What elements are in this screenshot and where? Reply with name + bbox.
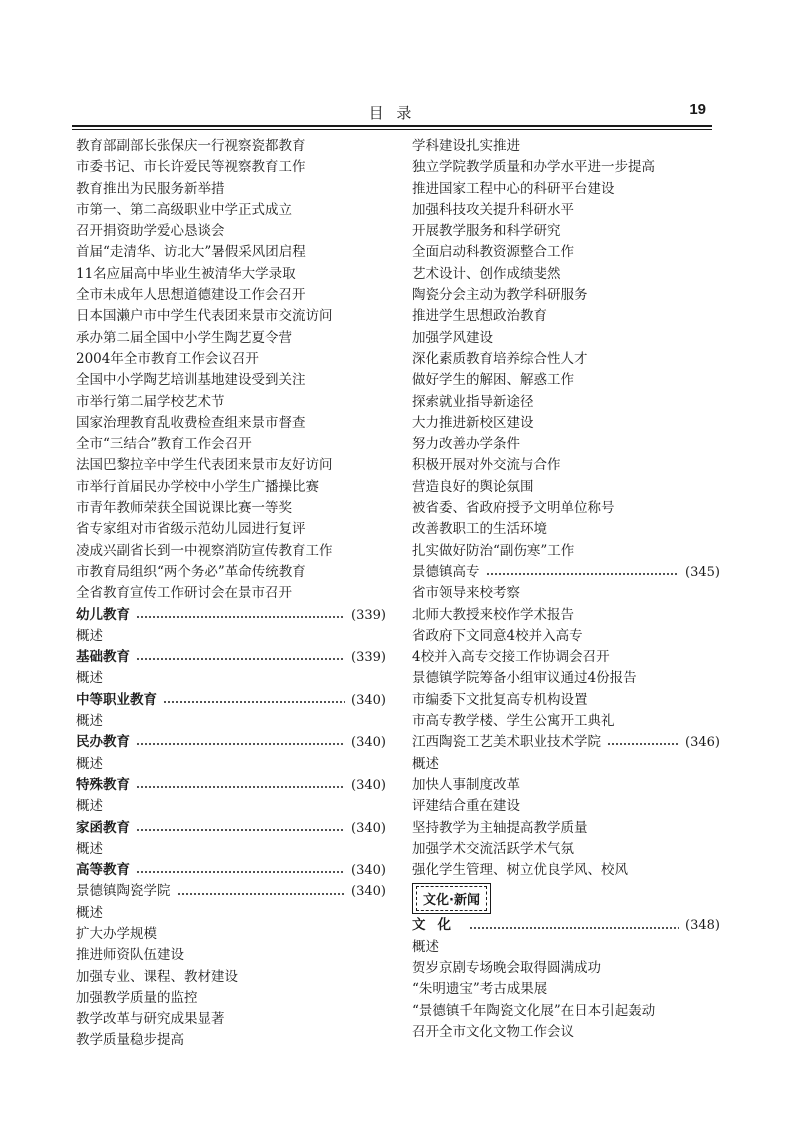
toc-entry[interactable] — [76, 136, 386, 157]
toc-entry[interactable] — [412, 775, 720, 796]
toc-entry-title: 概述 — [76, 798, 103, 815]
toc-entry[interactable] — [76, 519, 386, 540]
toc-section-heading[interactable] — [76, 690, 386, 711]
toc-entry-title: 北师大教授来校作学术报告 — [412, 606, 574, 623]
toc-entry[interactable] — [412, 306, 720, 327]
toc-entry-title: 市委书记、市长许爱民等视察教育工作 — [76, 159, 306, 176]
toc-page-number: (340) — [351, 863, 386, 879]
toc-entry-title: 被省委、省政府授予文明单位称号 — [412, 500, 615, 517]
toc-entry-title: 积极开展对外交流与合作 — [412, 457, 561, 474]
toc-entry-title: 改善教职工的生活环境 — [412, 521, 547, 538]
toc-entry[interactable] — [412, 979, 720, 1000]
toc-entry[interactable] — [76, 285, 386, 306]
toc-entry-title: 市举行首届民办学校中小学生广播操比赛 — [76, 478, 319, 495]
toc-entry-title: 营造良好的舆论氛围 — [412, 478, 534, 495]
toc-entry[interactable] — [412, 392, 720, 413]
toc-entry-title: 文化 — [412, 917, 463, 934]
toc-entry-title: 全市“三结合”教育工作会召开 — [76, 436, 252, 453]
toc-entry-title: 开展教学服务和科学研究 — [412, 223, 561, 240]
toc-entry[interactable] — [412, 477, 720, 498]
toc-entry[interactable] — [412, 413, 720, 434]
toc-entry[interactable] — [412, 285, 720, 306]
dot-leader — [136, 829, 345, 831]
toc-entry-title: 召开捐资助学爱心恳谈会 — [76, 223, 225, 240]
toc-entry[interactable] — [412, 1001, 720, 1022]
toc-entry[interactable] — [412, 626, 720, 647]
toc-entry-title: 概述 — [76, 755, 103, 772]
toc-entry[interactable] — [76, 988, 386, 1009]
toc-entry-title: 教育推出为民服务新举措 — [76, 180, 225, 197]
toc-page-number: (346) — [685, 735, 720, 751]
toc-entry-title: 探索就业指导新途径 — [412, 393, 534, 410]
toc-entry[interactable] — [76, 541, 386, 562]
toc-entry-title: 推进师资队伍建设 — [76, 947, 184, 964]
toc-entry[interactable] — [412, 221, 720, 242]
toc-entry-title: “景德镇千年陶瓷文化展”在日本引起轰动 — [412, 1002, 656, 1019]
toc-entry[interactable] — [76, 242, 386, 263]
toc-entry-title: 加强教学质量的监控 — [76, 989, 198, 1006]
toc-entry-title: 省市领导来校考察 — [412, 585, 520, 602]
toc-entry-title: 全面启动科教资源整合工作 — [412, 244, 574, 261]
toc-entry[interactable] — [412, 498, 720, 519]
toc-entry[interactable] — [412, 937, 720, 958]
toc-entry-title: 学科建设扎实推进 — [412, 138, 520, 154]
toc-entry[interactable] — [76, 221, 386, 242]
category-banner-label: 文化·新闻 — [416, 886, 487, 911]
toc-entry-title: 推进国家工程中心的科研平台建设 — [412, 180, 615, 197]
toc-entry[interactable] — [76, 413, 386, 434]
toc-entry-title: 概述 — [412, 938, 439, 955]
toc-entry[interactable] — [76, 349, 386, 370]
toc-entry[interactable] — [76, 754, 386, 775]
toc-entry[interactable] — [412, 732, 720, 753]
toc-entry[interactable] — [76, 264, 386, 285]
toc-entry-title: 做好学生的解困、解惑工作 — [412, 372, 574, 389]
toc-entry[interactable] — [412, 562, 720, 583]
toc-entry[interactable] — [412, 328, 720, 349]
toc-entry-title: 市教育局组织“两个务必”革命传统教育 — [76, 563, 306, 580]
toc-entry-title: “朱明遗宝”考古成果展 — [412, 981, 548, 998]
toc-entry-title: 幼儿教育 — [76, 606, 130, 623]
toc-entry[interactable] — [76, 200, 386, 221]
toc-entry-title: 民办教育 — [76, 734, 130, 751]
toc-entry[interactable] — [412, 690, 720, 711]
toc-entry-title: 景德镇高专 — [412, 563, 480, 580]
toc-entry-title: 扩大办学规模 — [76, 925, 157, 942]
toc-entry[interactable] — [76, 157, 386, 178]
toc-entry-title: 11名应届高中毕业生被清华大学录取 — [76, 265, 296, 282]
toc-entry[interactable] — [412, 242, 720, 263]
toc-entry[interactable] — [412, 200, 720, 221]
category-banner — [412, 881, 720, 915]
toc-entry-title: 贺岁京剧专场晚会取得圆满成功 — [412, 959, 601, 976]
toc-entry-title: 首届“走清华、访北大”暑假采风团启程 — [76, 244, 306, 261]
toc-entry-title: 基础教育 — [76, 649, 130, 666]
toc-entry[interactable] — [76, 179, 386, 200]
toc-entry[interactable] — [76, 477, 386, 498]
toc-entry[interactable] — [76, 711, 386, 732]
dot-leader — [177, 893, 346, 895]
toc-entry[interactable] — [412, 796, 720, 817]
toc-entry[interactable] — [76, 903, 386, 924]
toc-entry[interactable] — [412, 818, 720, 839]
toc-section-heading[interactable] — [76, 732, 386, 753]
toc-entry-title: 全省教育宣传工作研讨会在景市召开 — [76, 585, 292, 602]
toc-entry-title: 教育部副部长张保庆一行视察瓷都教育 — [76, 138, 306, 154]
toc-entry[interactable] — [412, 860, 720, 881]
toc-entry-title: 2004年全市教育工作会议召开 — [76, 350, 259, 367]
toc-entry-title: 评建结合重在建设 — [412, 798, 520, 815]
toc-entry[interactable] — [412, 349, 720, 370]
toc-entry[interactable] — [412, 434, 720, 455]
toc-entry[interactable] — [76, 967, 386, 988]
toc-entry-title: 加强专业、课程、教材建设 — [76, 968, 238, 985]
toc-left-column — [76, 136, 386, 1052]
dot-leader — [136, 616, 345, 618]
toc-entry[interactable] — [412, 1022, 720, 1043]
dot-leader — [469, 927, 679, 929]
toc-section-heading[interactable] — [76, 605, 386, 626]
toc-entry[interactable] — [412, 668, 720, 689]
toc-section-heading[interactable] — [76, 860, 386, 881]
toc-section-heading[interactable] — [76, 775, 386, 796]
toc-entry-title: 努力改善办学条件 — [412, 436, 520, 453]
toc-entry[interactable] — [412, 647, 720, 668]
toc-entry[interactable] — [76, 562, 386, 583]
toc-section-heading[interactable] — [76, 647, 386, 668]
header-rule-thin — [72, 129, 712, 130]
toc-page-number: (340) — [351, 884, 386, 900]
toc-entry[interactable] — [412, 605, 720, 626]
dot-leader — [486, 573, 680, 575]
toc-entry[interactable] — [76, 583, 386, 604]
dot-leader — [163, 701, 345, 703]
toc-entry-title: 高等教育 — [76, 862, 130, 879]
toc-entry[interactable] — [412, 370, 720, 391]
header-title: 目 录 — [368, 104, 416, 122]
toc-entry-title: 国家治理教育乱收费检查组来景市督查 — [76, 414, 306, 431]
toc-entry[interactable] — [76, 434, 386, 455]
toc-entry-title: 中等职业教育 — [76, 691, 157, 708]
toc-entry[interactable] — [412, 839, 720, 860]
toc-entry-title: 概述 — [76, 627, 103, 644]
toc-section-heading[interactable] — [76, 818, 386, 839]
toc-entry[interactable] — [76, 1009, 386, 1030]
toc-page-number: (340) — [351, 777, 386, 793]
dot-leader — [136, 871, 345, 873]
toc-entry[interactable] — [76, 1030, 386, 1051]
toc-entry[interactable] — [76, 945, 386, 966]
toc-entry[interactable] — [76, 455, 386, 476]
toc-page-number: (339) — [351, 650, 386, 666]
toc-entry-title: 强化学生管理、树立优良学风、校风 — [412, 862, 628, 879]
toc-entry[interactable] — [412, 157, 720, 178]
toc-entry[interactable] — [76, 881, 386, 902]
toc-entry-title: 独立学院教学质量和办学水平进一步提高 — [412, 159, 655, 176]
toc-entry[interactable] — [412, 264, 720, 285]
toc-right-column — [412, 136, 720, 1043]
toc-entry[interactable] — [76, 392, 386, 413]
toc-entry-title: 陶瓷分会主动为教学科研服务 — [412, 287, 588, 304]
toc-entry-title: 市第一、第二高级职业中学正式成立 — [76, 201, 292, 218]
toc-entry-title: 概述 — [76, 904, 103, 921]
toc-entry-title: 坚持教学为主轴提高教学质量 — [412, 819, 588, 836]
toc-entry[interactable] — [412, 455, 720, 476]
toc-page-number: (348) — [685, 918, 720, 934]
toc-entry[interactable] — [412, 958, 720, 979]
toc-entry[interactable] — [76, 839, 386, 860]
toc-entry-title: 加快人事制度改革 — [412, 776, 520, 793]
toc-page-number: (339) — [351, 607, 386, 623]
toc-section-heading[interactable] — [412, 915, 720, 936]
toc-entry-title: 扎实做好防治“副伤寒”工作 — [412, 542, 575, 559]
header-rule-thick — [72, 125, 712, 127]
toc-entry[interactable] — [76, 370, 386, 391]
toc-entry-title: 家函教育 — [76, 819, 130, 836]
toc-entry-title: 教学改革与研究成果显著 — [76, 1011, 225, 1028]
toc-entry-title: 大力推进新校区建设 — [412, 414, 534, 431]
toc-entry-title: 市举行第二届学校艺术节 — [76, 393, 225, 410]
toc-entry-title: 全国中小学陶艺培训基地建设受到关注 — [76, 372, 306, 389]
toc-page-number: (340) — [351, 692, 386, 708]
dot-leader — [136, 786, 345, 788]
toc-entry-title: 市编委下文批复高专机构设置 — [412, 691, 588, 708]
toc-entry-title: 加强科技攻关提升科研水平 — [412, 201, 574, 218]
toc-entry[interactable] — [412, 754, 720, 775]
toc-entry-title: 市青年教师荣获全国说课比赛一等奖 — [76, 500, 292, 517]
toc-entry-title: 艺术设计、创作成绩斐然 — [412, 265, 561, 282]
toc-entry[interactable] — [76, 626, 386, 647]
toc-entry-title: 市高专教学楼、学生公寓开工典礼 — [412, 713, 615, 730]
toc-entry[interactable] — [412, 179, 720, 200]
page-number: 19 — [689, 101, 706, 118]
toc-entry-title: 特殊教育 — [76, 776, 130, 793]
toc-page-number: (340) — [351, 820, 386, 836]
toc-entry-title: 召开全市文化文物工作会议 — [412, 1023, 574, 1040]
toc-entry-title: 深化素质教育培养综合性人才 — [412, 350, 588, 367]
toc-entry-title: 承办第二届全国中小学生陶艺夏令营 — [76, 329, 292, 346]
page-header — [72, 100, 712, 124]
toc-entry-title: 省政府下文同意4校并入高专 — [412, 627, 583, 644]
dot-leader — [136, 743, 345, 745]
toc-entry[interactable] — [412, 711, 720, 732]
toc-entry-title: 4校并入高专交接工作协调会召开 — [412, 649, 610, 666]
toc-entry[interactable] — [412, 583, 720, 604]
toc-entry-title: 省专家组对市省级示范幼儿园进行复评 — [76, 521, 306, 538]
toc-entry-title: 概述 — [76, 840, 103, 857]
toc-entry-title: 景德镇学院筹备小组审议通过4份报告 — [412, 670, 637, 687]
toc-entry-title: 江西陶瓷工艺美术职业技术学院 — [412, 734, 601, 751]
toc-entry[interactable] — [412, 541, 720, 562]
toc-page-number: (345) — [685, 564, 720, 580]
toc-entry[interactable] — [76, 498, 386, 519]
toc-entry-title: 全市未成年人思想道德建设工作会召开 — [76, 287, 306, 304]
toc-entry-title: 概述 — [76, 670, 103, 687]
toc-entry-title: 概述 — [76, 713, 103, 730]
dot-leader — [607, 743, 679, 745]
toc-entry-title: 推进学生思想政治教育 — [412, 308, 547, 325]
toc-entry[interactable] — [76, 796, 386, 817]
toc-page-number: (340) — [351, 735, 386, 751]
toc-entry[interactable] — [76, 328, 386, 349]
toc-entry-title: 概述 — [412, 755, 439, 772]
toc-entry-title: 凌成兴副省长到一中视察消防宣传教育工作 — [76, 542, 333, 559]
toc-entry[interactable] — [412, 136, 720, 157]
toc-entry-title: 加强学术交流活跃学术气氛 — [412, 840, 574, 857]
toc-entry-title: 教学质量稳步提高 — [76, 1032, 184, 1049]
toc-entry[interactable] — [412, 519, 720, 540]
toc-entry[interactable] — [76, 668, 386, 689]
dot-leader — [136, 658, 345, 660]
toc-entry[interactable] — [76, 924, 386, 945]
toc-entry-title: 加强学风建设 — [412, 329, 493, 346]
toc-entry-title: 景德镇陶瓷学院 — [76, 883, 171, 900]
toc-entry-title: 法国巴黎拉辛中学生代表团来景市友好访问 — [76, 457, 333, 474]
toc-entry-title: 日本国濑户市中学生代表团来景市交流访问 — [76, 308, 333, 325]
toc-entry[interactable] — [76, 306, 386, 327]
